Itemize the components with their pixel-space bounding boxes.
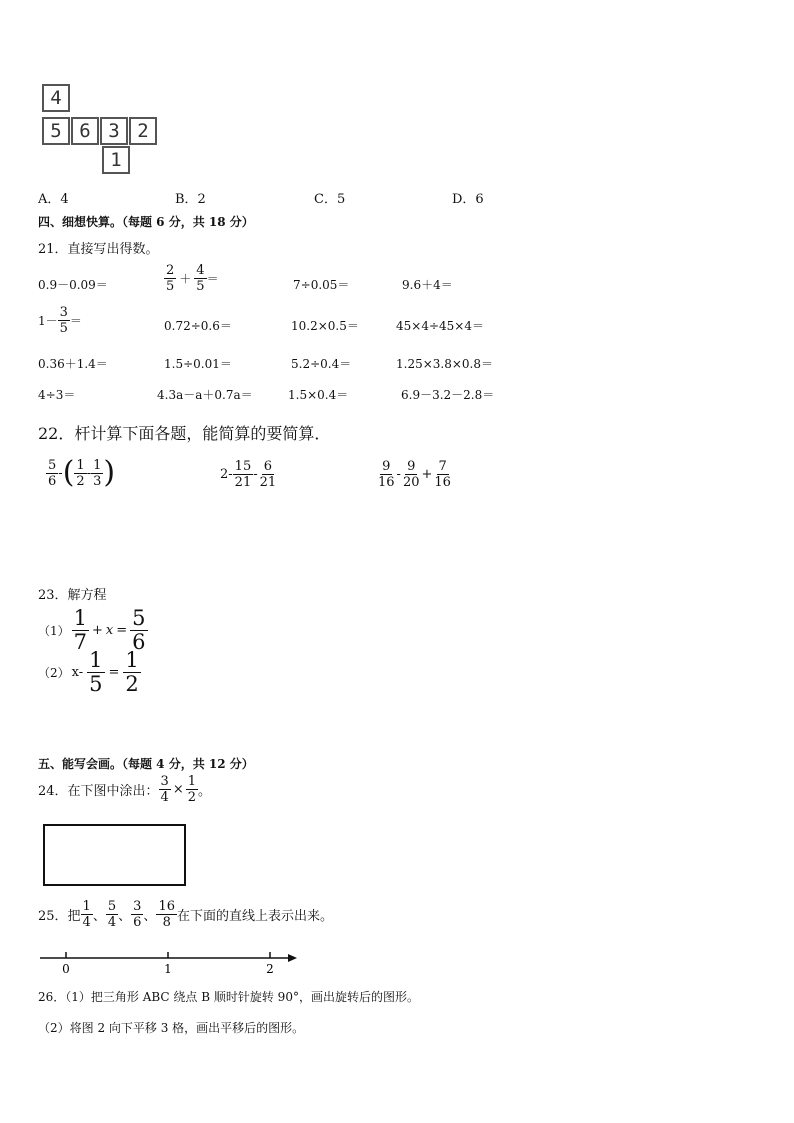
q22-expression-1: $\frac{5}{6}$ - ( $\frac{1}{2}$ - $\frac{1}{3}$ ) xyxy=(48,455,116,490)
q21-item: 0.9－0.09＝ xyxy=(38,278,108,292)
q21-item: 4.3a－a＋0.7a＝ xyxy=(157,388,253,402)
fraction: $\frac{7}{16}$ xyxy=(434,459,451,490)
fraction: $\frac{4}{5}$ xyxy=(196,263,205,294)
net-square: 3 xyxy=(100,117,128,145)
fraction: $\frac{16}{8}$ xyxy=(158,899,175,930)
q23-equation-2: （2） x- $\frac{1}{5}$ = $\frac{1}{2}$ xyxy=(38,648,139,696)
net-square: 2 xyxy=(129,117,157,145)
fraction: $\frac{5}{4}$ xyxy=(107,899,117,930)
choice-c: C．5 xyxy=(314,192,346,207)
fraction: $\frac{1}{5}$ xyxy=(89,648,103,696)
q21-item: 9.6＋4＝ xyxy=(402,278,453,292)
net-square-bottom: 1 xyxy=(102,146,130,174)
section-5-title: 五、能写会画。（每题 4 分，共 12 分） xyxy=(38,757,254,771)
q21-item: 45×4÷45×4＝ xyxy=(396,319,484,333)
tick-label: 2 xyxy=(266,962,274,976)
q21-item-frac-sum: $\frac{2}{5}$ ＋ $\frac{4}{5}$ ＝ xyxy=(166,263,219,294)
q21-item: 1.5×0.4＝ xyxy=(288,388,349,402)
q24-stem: 24．在下图中涂出： $\frac{3}{4}$ × $\frac{1}{2}$ 。 xyxy=(38,774,212,805)
fraction: $\frac{1}{3}$ xyxy=(93,457,102,489)
fraction: $\frac{1}{2}$ xyxy=(125,648,139,696)
q21-item-frac-diff: 1－ $\frac{3}{5}$ ＝ xyxy=(38,305,82,336)
net-square: 6 xyxy=(71,117,99,145)
tick-label: 0 xyxy=(62,962,70,976)
fraction: $\frac{2}{5}$ xyxy=(166,263,175,294)
fraction: $\frac{1}{2}$ xyxy=(187,774,197,805)
fraction: $\frac{1}{2}$ xyxy=(76,457,85,489)
q23-stem: 23．解方程 xyxy=(38,588,107,603)
number-line-arrow xyxy=(288,954,297,962)
q22-stem: 22．杆计算下面各题，能简算的要简算． xyxy=(38,424,331,443)
q21-item: 1.25×3.8×0.8＝ xyxy=(396,357,493,371)
q21-item: 5.2÷0.4＝ xyxy=(291,357,352,371)
net-square: 5 xyxy=(42,117,70,145)
q21-item: 4÷3＝ xyxy=(38,388,76,402)
q21-item: 0.72÷0.6＝ xyxy=(164,319,232,333)
section-4-title: 四、细想快算。（每题 6 分，共 18 分） xyxy=(38,215,254,229)
number-line[interactable] xyxy=(38,950,303,976)
q21-item: 10.2×0.5＝ xyxy=(291,319,359,333)
fraction: $\frac{5}{6}$ xyxy=(132,606,146,654)
fraction: $\frac{1}{4}$ xyxy=(82,899,91,930)
q22-expression-3: $\frac{9}{16}$ - $\frac{9}{20}$ + $\frac{7}{16}$ xyxy=(378,459,451,490)
q26-part-1: 26．（1）把三角形 ABC 绕点 B 顺时针旋转 90°，画出旋转后的图形。 xyxy=(38,990,419,1004)
choice-b: B．2 xyxy=(175,192,206,207)
q21-item: 6.9－3.2－2.8＝ xyxy=(401,388,495,402)
fraction: $\frac{9}{16}$ xyxy=(378,459,395,490)
fraction: $\frac{6}{21}$ xyxy=(259,459,277,490)
q26-part-2: （2）将图 2 向下平移 3 格，画出平移后的图形。 xyxy=(38,1021,305,1035)
q21-item: 7÷0.05＝ xyxy=(293,278,350,292)
q22-expression-2: 2- $\frac{15}{21}$ - $\frac{6}{21}$ xyxy=(220,459,277,490)
fraction: $\frac{3}{6}$ xyxy=(133,899,142,930)
fraction: $\frac{3}{5}$ xyxy=(59,305,68,336)
fraction: $\frac{9}{20}$ xyxy=(402,459,420,490)
tick-label: 1 xyxy=(164,962,172,976)
choice-a: A．4 xyxy=(38,192,69,207)
shading-rectangle[interactable] xyxy=(43,824,186,886)
fraction: $\frac{5}{6}$ xyxy=(48,457,57,489)
q21-item: 1.5÷0.01＝ xyxy=(164,357,232,371)
choice-d: D．6 xyxy=(452,192,484,207)
fraction: $\frac{1}{7}$ xyxy=(73,606,88,654)
q23-equation-1: （1） $\frac{1}{7}$ + x = $\frac{5}{6}$ xyxy=(38,606,146,654)
q21-stem: 21．直接写出得数。 xyxy=(38,242,159,257)
q25-stem: 25．把 $\frac{1}{4}$ 、 $\frac{5}{4}$ 、 $\frac{3}{6}$ 、 $\frac{16}{8}$ 在下面的直线上表示出来。 xyxy=(38,899,333,930)
fraction: $\frac{15}{21}$ xyxy=(234,459,252,490)
q21-item: 0.36＋1.4＝ xyxy=(38,357,108,371)
fraction: $\frac{3}{4}$ xyxy=(160,774,169,805)
net-square-top: 4 xyxy=(42,84,70,112)
